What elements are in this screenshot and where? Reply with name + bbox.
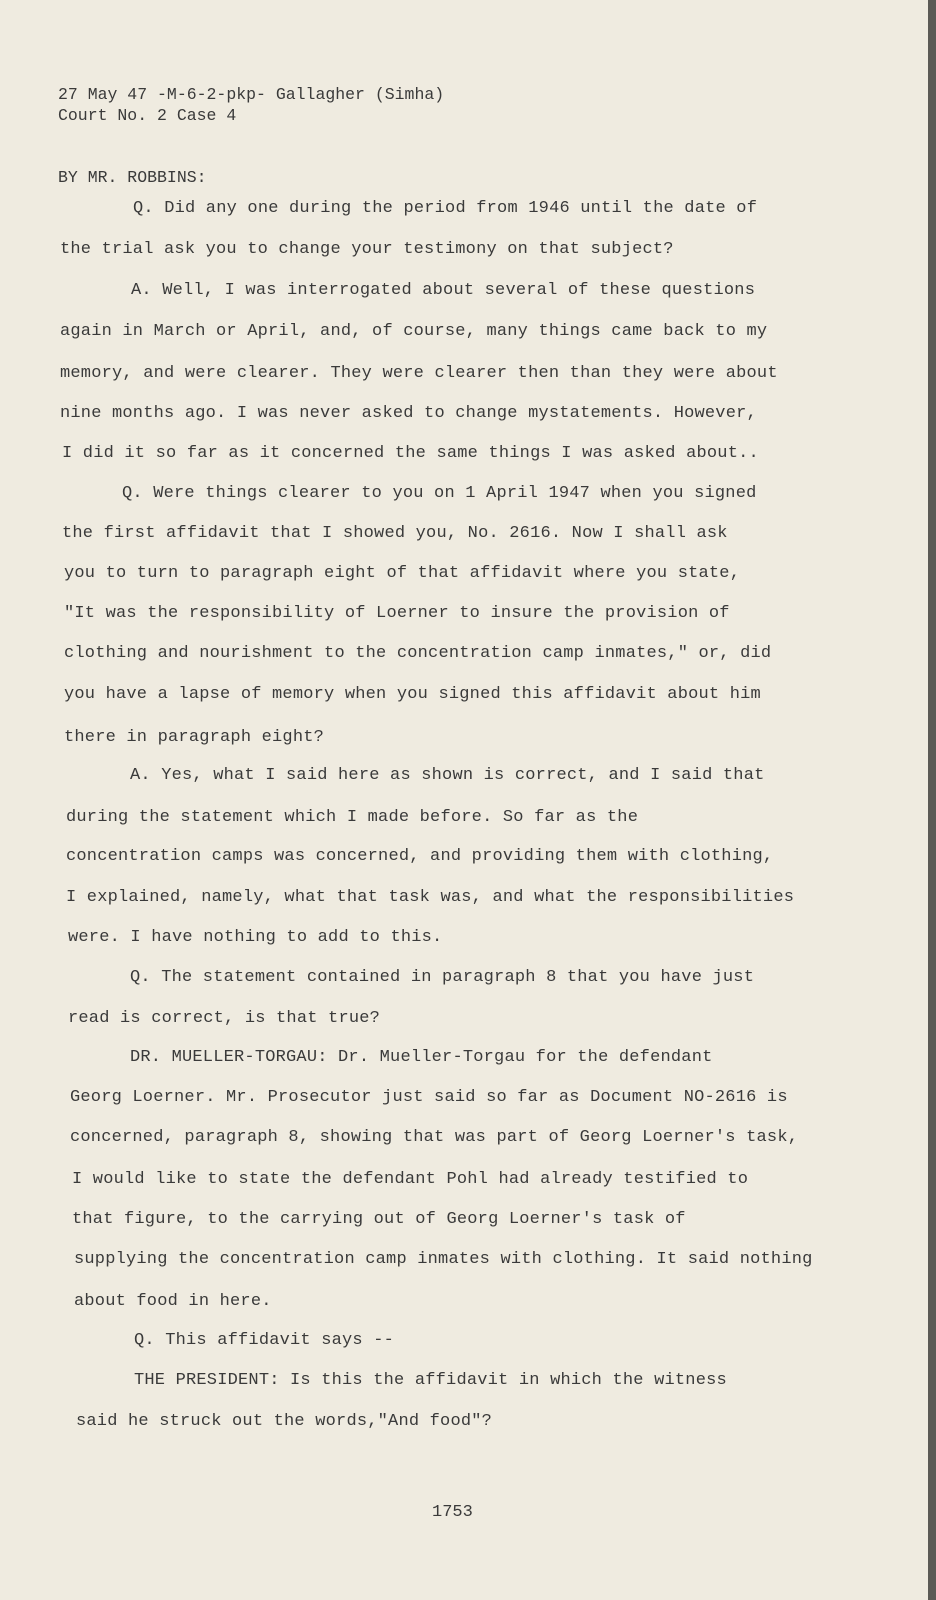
transcript-line: were. I have nothing to add to this. (68, 928, 443, 947)
transcript-line: the first affidavit that I showed you, No. 2616. Now I shall ask (62, 524, 728, 543)
header-line-court-case: Court No. 2 Case 4 (58, 106, 237, 125)
transcript-line: concerned, paragraph 8, showing that was part of Georg Loerner's task, (70, 1128, 799, 1147)
speaker-heading: BY MR. ROBBINS: (58, 168, 207, 187)
transcript-line: Q. This affidavit says -- (134, 1331, 395, 1350)
transcript-line: I explained, namely, what that task was, and what the responsibilities (66, 888, 795, 907)
transcript-line: you have a lapse of memory when you signed this affidavit about him (64, 685, 761, 704)
transcript-line: nine months ago. I was never asked to change mystatements. However, (60, 404, 757, 423)
transcript-line: memory, and were clearer. They were clearer then than they were about (60, 364, 778, 383)
transcript-line: you to turn to paragraph eight of that affidavit where you state, (64, 564, 741, 583)
page-number: 1753 (432, 1503, 473, 1522)
transcript-line: Georg Loerner. Mr. Prosecutor just said so far as Document NO-2616 is (70, 1088, 788, 1107)
transcript-line: THE PRESIDENT: Is this the affidavit in which the witness (134, 1371, 727, 1390)
transcript-line: Q. Did any one during the period from 1946 until the date of (133, 199, 758, 218)
transcript-line: the trial ask you to change your testimony on that subject? (60, 240, 674, 259)
transcript-line: Q. Were things clearer to you on 1 April 1947 when you signed (122, 484, 757, 503)
header-line-date-session: 27 May 47 -M-6-2-pkp- Gallagher (Simha) (58, 85, 445, 104)
document-header (58, 84, 444, 126)
transcript-line: said he struck out the words,"And food"? (76, 1412, 493, 1431)
transcript-line: DR. MUELLER-TORGAU: Dr. Mueller-Torgau for the defendant (130, 1048, 713, 1067)
transcript-line: during the statement which I made before. So far as the (66, 808, 639, 827)
transcript-line: clothing and nourishment to the concentration camp inmates," or, did (64, 644, 772, 663)
transcript-line: there in paragraph eight? (64, 728, 325, 747)
transcript-line: Q. The statement contained in paragraph 8 that you have just (130, 968, 755, 987)
transcript-line: that figure, to the carrying out of Georg Loerner's task of (72, 1210, 686, 1229)
transcript-line: A. Well, I was interrogated about several of these questions (131, 281, 756, 300)
transcript-line: concentration camps was concerned, and providing them with clothing, (66, 847, 774, 866)
transcript-line: supplying the concentration camp inmates with clothing. It said nothing (74, 1250, 813, 1269)
transcript-line: A. Yes, what I said here as shown is correct, and I said that (130, 766, 765, 785)
transcript-line: about food in here. (74, 1292, 272, 1311)
transcript-line: again in March or April, and, of course, many things came back to my (60, 322, 768, 341)
transcript-line: read is correct, is that true? (68, 1009, 381, 1028)
transcript-line: "It was the responsibility of Loerner to insure the provision of (64, 604, 730, 623)
transcript-line: I did it so far as it concerned the same things I was asked about.. (62, 444, 759, 463)
transcript-line: I would like to state the defendant Pohl had already testified to (72, 1170, 749, 1189)
